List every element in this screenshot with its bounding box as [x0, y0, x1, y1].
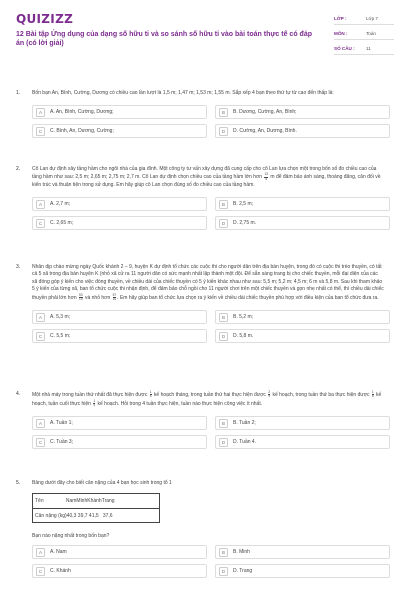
question-text-part: m để đảm bảo ánh sáng, thoáng đãng, cân đối về kiến trúc và thuận tiện trong sử dụng. Em hãy giúp cô Lan chọn đúng số đo chiều cao của tầng hầm.: [32, 174, 381, 189]
option-d[interactable]: [215, 435, 390, 449]
fraction-numerator: 57: [112, 292, 117, 297]
option-text: A. 5,3 m;: [50, 314, 71, 321]
question-text: [32, 166, 384, 189]
fraction-denominator: 4: [93, 403, 96, 408]
question-number: 1.: [16, 90, 21, 96]
fraction-numerator: 2: [268, 390, 271, 394]
option-text: C. 5,5 m;: [50, 333, 71, 340]
page-title: 12 Bài tập Ứng dụng của dạng số hữu tỉ và so sánh số hữu tỉ vào bài toán thực tế có đáp án (có lời giải): [16, 31, 312, 47]
question-text: [32, 264, 384, 302]
option-letter: B: [219, 313, 228, 322]
answer-options: [32, 416, 384, 449]
question-text-part: kế hoạch tháng, trong tuần thứ hai thực hiện được: [153, 392, 266, 399]
question-text-part: Nhân dịp chào mừng ngày Quốc khánh 2 – 9, huyện K dự định tổ chức các cuộc thi cho người dân trên địa bàn huyện, trong đó có cuộc thi trèo thuyền, có tất cả 5 xã trong địa bàn huyện K (nhỏ xã cử ra 11 người dân có sức mạnh nhất lập thành một đội. Để sẵn sàng trang bị cho chiếc thuyền, mỗi đại diện của các xã đóng góp ý kiến cho việc đóng thuyền, về chiều dài của chiếc thuyền có 5 ý kiến khác nhau như sau: 5,5 m; 5,2 m; 4,5 m; 6 m và 5,8 m. Sau khi tham khảo 5 ý kiến của từng xã, ban tổ chức cuộc thi nhận định, để đảm bảo chỗ ngồi cho 11 người chơi trên một chiếc thuyền và gọn nhẹ nhất có thể, thì chiều dài chiếc thuyền phải lớn hơn: [32, 264, 384, 301]
subject-label: MÔN :: [334, 31, 348, 36]
option-letter: D: [219, 219, 228, 228]
fraction: [150, 391, 152, 399]
option-letter: D: [219, 332, 228, 341]
grade-label: LỚP :: [334, 16, 347, 21]
fraction: [79, 294, 83, 302]
option-text: A. 2,7 m;: [50, 201, 71, 208]
option-text: B. Tuần 2;: [233, 420, 256, 427]
option-letter: B: [219, 548, 228, 557]
option-b[interactable]: [215, 310, 390, 324]
count-label: SỐ CÂU :: [334, 46, 355, 51]
option-letter: B: [219, 108, 228, 117]
option-text: B. 5,2 m;: [233, 314, 254, 321]
question-text-part: Cô Lan dự định xây tầng hầm cho ngôi nhà của gia đình. Một công ty tư vấn xây dựng đã cung cấp cho cô Lan lựa chọn một trong bốn số đo chiều cao của tầng hầm như sau: 2,5 m; 2,65 m; 2,75 m; 2,7 m. Cô Lan dự định chọn chiều cao của tầng hầm lớn hơn: [32, 166, 377, 181]
option-a[interactable]: [32, 545, 207, 559]
table-row: Tên NamMinhKhánhTrang: [35, 498, 115, 505]
option-letter: D: [219, 567, 228, 576]
option-c[interactable]: [32, 435, 207, 449]
option-c[interactable]: [32, 216, 207, 230]
option-text: C. Tuần 3;: [50, 439, 74, 446]
question-text-part: . Em hãy giúp ban tổ chức lựa chọn ra ý kiến về chiều dài chiếc thuyền phù hợp với điều kiện của ban tổ chức đưa ra.: [117, 294, 379, 301]
option-d[interactable]: [215, 564, 390, 578]
fraction-denominator: 10: [112, 297, 117, 302]
option-letter: A: [36, 419, 45, 428]
question-number: 2.: [16, 166, 21, 172]
option-text: A. Tuần 1;: [50, 420, 73, 427]
meta-count: [334, 44, 394, 55]
fraction: [372, 391, 374, 399]
option-a[interactable]: [32, 416, 207, 430]
option-a[interactable]: [32, 310, 207, 324]
option-text: D. 2,75 m.: [233, 220, 257, 227]
answer-options: [32, 310, 384, 343]
subject-value: Toán: [366, 31, 376, 36]
table-row: Cân nặng (kg)40,3 39,7 41,5 37,6: [33, 508, 159, 522]
option-b[interactable]: [215, 105, 390, 119]
option-text: B. Minh: [233, 549, 250, 556]
question-1: [16, 90, 384, 138]
fraction-numerator: 13: [264, 172, 268, 177]
option-text: A. Nam: [50, 549, 67, 556]
option-letter: A: [36, 548, 45, 557]
option-letter: A: [36, 200, 45, 209]
option-d[interactable]: [215, 216, 390, 230]
fraction: [268, 391, 270, 399]
meta-grade: [334, 14, 394, 25]
fraction-numerator: 1: [93, 398, 96, 403]
fraction: [113, 294, 117, 302]
option-letter: A: [36, 108, 45, 117]
option-b[interactable]: [215, 545, 390, 559]
question-5: [16, 480, 384, 578]
grade-value: Lớp 7: [366, 16, 378, 21]
option-text: C. 2,65 m;: [50, 220, 74, 227]
question-text: Bảng dưới đây cho biết cân nặng của 4 bạn học sinh trong tổ 1: [32, 480, 172, 486]
option-text: A. An, Bình, Cường, Dương;: [50, 109, 114, 116]
meta-subject: [334, 29, 394, 40]
option-letter: C: [36, 127, 45, 136]
question-text: Bốn bạn An, Bình, Cường, Dương có chiều cao lần lượt là 1,5 m; 1,47 m; 1,53 m; 1,55 m. Sắp xếp 4 bạn theo thứ tự từ cao đến thấp là:: [32, 90, 334, 96]
question-4: [16, 391, 384, 449]
option-letter: D: [219, 438, 228, 447]
answer-options: [32, 545, 384, 578]
option-letter: C: [36, 438, 45, 447]
fraction-numerator: 53: [79, 292, 83, 297]
option-d[interactable]: [215, 124, 390, 138]
question-text: [32, 391, 384, 408]
fraction-numerator: 1: [371, 390, 374, 394]
option-letter: C: [36, 567, 45, 576]
question-number: 3.: [16, 264, 21, 270]
fraction-denominator: 5: [149, 394, 152, 399]
question-2: [16, 166, 384, 230]
option-text: C. Bình, An, Dương, Cường;: [50, 128, 114, 135]
option-text: D. Tuần 4.: [233, 439, 257, 446]
question-number: 4.: [16, 391, 21, 397]
option-a[interactable]: [32, 105, 207, 119]
fraction-denominator: 5: [265, 176, 268, 181]
fraction: [264, 173, 268, 181]
option-text: D. Trang: [233, 568, 253, 575]
option-letter: B: [219, 419, 228, 428]
question-text-part: kế hoạch. Hỏi trong 4 tuần thực hiện, tuần nào thực hiện công việc ít nhất.: [97, 400, 263, 407]
weights-table: [32, 493, 160, 523]
option-letter: C: [36, 219, 45, 228]
option-text: C. Khánh: [50, 568, 71, 575]
option-b[interactable]: [215, 197, 390, 211]
option-letter: C: [36, 332, 45, 341]
fraction-denominator: 6: [371, 394, 374, 399]
option-letter: B: [219, 200, 228, 209]
option-c[interactable]: [32, 124, 207, 138]
question-text-part: kế hoạch, tuần cuối thực hiện: [32, 392, 382, 407]
option-d[interactable]: [215, 329, 390, 343]
option-letter: A: [36, 313, 45, 322]
question-number: 5.: [16, 480, 21, 486]
answer-options: [32, 105, 384, 138]
question-text-part: Một nhà máy trong tuần thứ nhất đã thực hiện được: [32, 392, 148, 399]
question-text-part: kế hoạch, trong tuần thứ ba thực hiện được: [272, 392, 370, 399]
fraction-numerator: 1: [149, 390, 152, 394]
option-b[interactable]: [215, 416, 390, 430]
option-text: D. Cường, An, Dương, Bình.: [233, 128, 297, 135]
fraction: [93, 400, 95, 408]
option-c[interactable]: [32, 564, 207, 578]
answer-options: [32, 197, 384, 230]
option-text: D. 5,8 m.: [233, 333, 254, 340]
meta-info: [334, 14, 394, 55]
question-text-part: và nhỏ hơn: [84, 294, 111, 301]
option-letter: D: [219, 127, 228, 136]
fraction-denominator: 9: [268, 394, 271, 399]
question-3: [16, 264, 384, 343]
option-a[interactable]: [32, 197, 207, 211]
fraction-denominator: 10: [79, 297, 83, 302]
quizizz-logo: QUIZIZZ: [16, 12, 74, 26]
count-value: 11: [366, 46, 371, 51]
option-text: B. Dương, Cường, An, Bình;: [233, 109, 297, 116]
option-c[interactable]: [32, 329, 207, 343]
sub-question: Bạn nào nặng nhất trong bốn bạn?: [32, 533, 110, 540]
option-text: B. 2,5 m;: [233, 201, 254, 208]
